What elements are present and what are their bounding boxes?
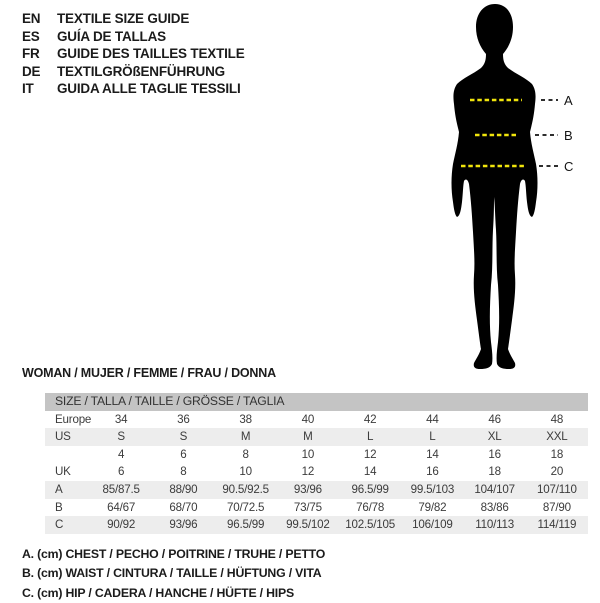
size-cell: 16 [488, 447, 501, 461]
size-cell: 104/107 [474, 482, 515, 496]
size-cell: 40 [301, 412, 315, 426]
table-row [45, 516, 588, 534]
size-cell: 90/92 [107, 518, 136, 532]
size-cell: 106/109 [412, 518, 453, 532]
size-cell: 34 [114, 412, 128, 426]
size-cell: 68/70 [169, 500, 198, 514]
size-cell: 6 [118, 465, 125, 479]
row-label: B [55, 500, 63, 514]
size-cell: 110/113 [475, 518, 515, 532]
row-label [45, 446, 90, 464]
measurement-legend [22, 545, 325, 603]
size-cell: XXL [546, 430, 568, 444]
language-title: GUIDE DES TAILLES TEXTILE [57, 46, 245, 62]
size-cell: 48 [550, 412, 564, 426]
size-cell: S [179, 430, 188, 444]
size-guide-figure [425, 0, 580, 376]
row-label: US [55, 430, 71, 444]
size-cell: 102.5/105 [345, 518, 396, 532]
size-cell: 4 [118, 447, 125, 461]
size-cell: L [429, 430, 436, 444]
size-cell: 96.5/99 [226, 518, 265, 532]
size-cell: 99.5/103 [410, 482, 455, 496]
size-table-rows [45, 411, 588, 534]
size-cell: 6 [180, 447, 187, 461]
size-cell: 76/78 [356, 500, 385, 514]
table-row [45, 463, 588, 481]
language-code: IT [22, 81, 34, 97]
waist-label: B [564, 128, 573, 143]
hip-label: C [564, 159, 574, 174]
size-cell: 70/72.5 [226, 500, 265, 514]
language-title: GUIDA ALLE TAGLIE TESSILI [57, 81, 241, 97]
size-cell: 20 [550, 465, 564, 479]
size-cell: 12 [363, 447, 377, 461]
size-cell: 83/86 [480, 500, 509, 514]
size-cell: 93/96 [169, 518, 198, 532]
language-row [22, 63, 245, 81]
size-cell: 18 [488, 465, 501, 479]
table-row [45, 446, 588, 464]
size-cell: 36 [177, 412, 190, 426]
legend-line: A. (cm) CHEST / PECHO / POITRINE / TRUHE / PETTO [22, 547, 326, 561]
size-cell: 73/75 [293, 500, 322, 514]
size-cell: 44 [426, 412, 439, 426]
size-cell: XL [487, 430, 502, 444]
size-cell: 85/87.5 [102, 482, 140, 496]
table-row [45, 499, 588, 517]
language-list [22, 10, 245, 98]
size-cell: 79/82 [418, 500, 447, 514]
language-code: ES [22, 28, 40, 44]
size-cell: 87/90 [542, 500, 571, 514]
row-label: Europe [55, 412, 92, 426]
language-title: GUÍA DE TALLAS [57, 28, 166, 44]
size-cell: 46 [488, 412, 501, 426]
chest-label: A [564, 93, 573, 108]
size-cell: 8 [180, 465, 187, 479]
size-cell: L [367, 430, 374, 444]
table-row [45, 428, 588, 446]
size-cell: S [117, 430, 125, 444]
table-row [45, 411, 588, 429]
row-label: C [55, 518, 64, 532]
size-cell: 14 [426, 447, 439, 461]
legend-line: B. (cm) WAIST / CINTURA / TAILLE / HÜFTUNG / VITA [22, 566, 322, 581]
language-row [22, 28, 245, 46]
size-cell: 10 [239, 465, 252, 479]
size-cell: 90.5/92.5 [222, 482, 269, 496]
language-row [22, 10, 245, 28]
gender-heading: WOMAN / MUJER / FEMME / FRAU / DONNA [22, 366, 276, 380]
table-row [45, 481, 588, 499]
row-label: UK [55, 465, 71, 479]
size-cell: 114/119 [537, 518, 577, 532]
woman-silhouette [452, 4, 538, 369]
row-label: A [55, 482, 63, 496]
size-cell: 96.5/99 [351, 482, 389, 496]
language-title: TEXTILGRÖßENFÜHRUNG [57, 63, 225, 79]
size-cell: 38 [239, 412, 252, 426]
size-table-header: SIZE / TALLA / TAILLE / GRÖSSE / TAGLIA [45, 393, 588, 411]
size-cell: 18 [550, 447, 564, 461]
size-cell: 14 [363, 465, 377, 479]
size-cell: 10 [301, 447, 315, 461]
language-code: EN [22, 11, 41, 26]
language-row [22, 80, 245, 98]
size-cell: M [303, 430, 313, 444]
size-cell: 64/67 [107, 500, 136, 514]
size-cell: 12 [301, 465, 315, 479]
size-table [45, 393, 588, 534]
legend-line: C. (cm) HIP / CADERA / HANCHE / HÜFTE / HIPS [22, 585, 295, 600]
language-code: DE [22, 63, 41, 79]
language-row [22, 45, 245, 63]
size-cell: 107/110 [537, 482, 577, 496]
language-code: FR [22, 46, 40, 62]
size-cell: 99.5/102 [286, 518, 330, 532]
size-cell: 93/96 [293, 482, 322, 496]
size-cell: M [240, 430, 251, 444]
size-cell: 8 [242, 447, 249, 461]
size-cell: 16 [426, 465, 439, 479]
size-cell: 42 [363, 412, 377, 426]
language-title: TEXTILE SIZE GUIDE [57, 11, 190, 26]
size-cell: 88/90 [169, 482, 198, 496]
